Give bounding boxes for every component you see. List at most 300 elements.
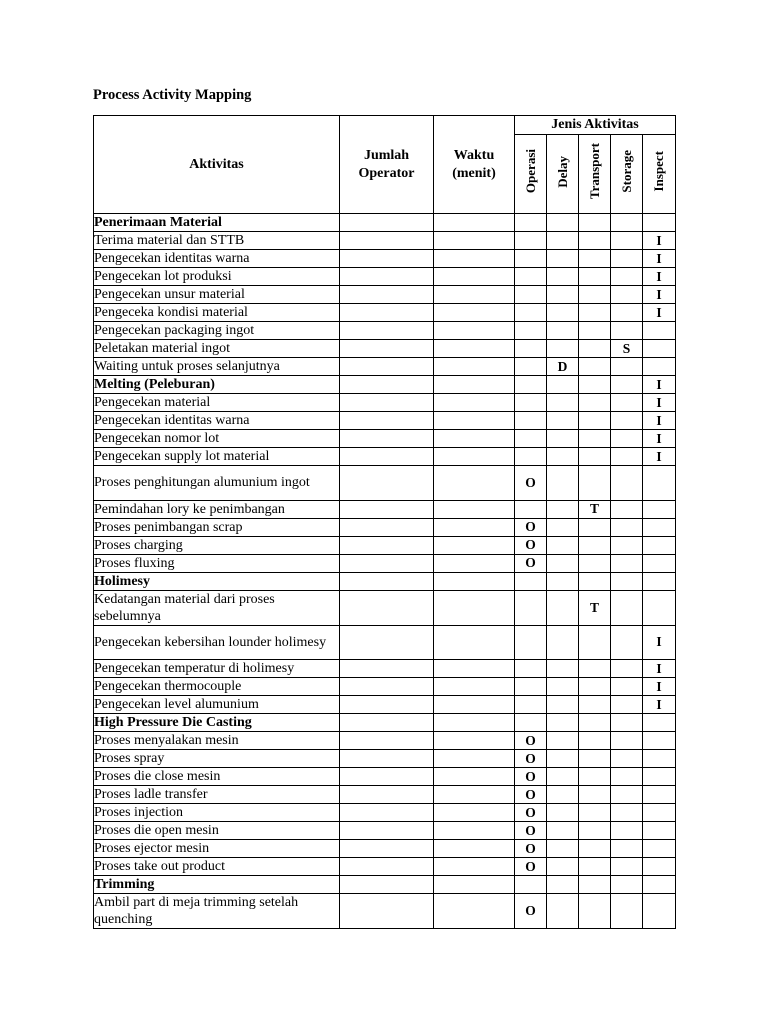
jumlah-operator-cell (340, 304, 434, 322)
table-row (94, 894, 676, 929)
waktu-label-line2: (menit) (452, 165, 496, 181)
transport-cell (579, 430, 611, 448)
storage-cell (611, 786, 643, 804)
transport-cell (579, 286, 611, 304)
operasi-cell (515, 625, 547, 660)
delay-cell (547, 304, 579, 322)
inspect-cell (643, 358, 676, 376)
transport-cell (579, 268, 611, 286)
column-header-transport (579, 135, 611, 214)
inspect-cell (643, 340, 676, 358)
transport-cell (579, 625, 611, 660)
activity-label: Pengecekan kebersihan lounder holimesy (94, 625, 340, 660)
table-row (94, 518, 676, 536)
activity-label: Pengeceka kondisi material (94, 304, 340, 322)
inspect-mark: I (643, 286, 676, 304)
storage-cell (611, 536, 643, 554)
delay-cell (547, 804, 579, 822)
jumlah-operator-cell (340, 822, 434, 840)
storage-cell (611, 732, 643, 750)
storage-cell (611, 678, 643, 696)
table-row (94, 768, 676, 786)
storage-cell (611, 376, 643, 394)
jumlah-operator-cell (340, 394, 434, 412)
delay-cell (547, 554, 579, 572)
jumlah-operator-cell (340, 250, 434, 268)
transport-cell (579, 376, 611, 394)
table-row (94, 322, 676, 340)
inspect-mark: I (643, 304, 676, 322)
jumlah-label-line2: Operator (358, 165, 415, 181)
jumlah-operator-cell (340, 768, 434, 786)
table-row (94, 822, 676, 840)
storage-cell (611, 448, 643, 466)
transport-label: Transport (586, 143, 602, 200)
storage-cell (611, 804, 643, 822)
storage-cell (611, 322, 643, 340)
delay-cell (547, 822, 579, 840)
storage-cell (611, 466, 643, 501)
table-row (94, 536, 676, 554)
transport-cell (579, 394, 611, 412)
jumlah-operator-cell (340, 322, 434, 340)
storage-cell (611, 518, 643, 536)
activity-label: Pemindahan lory ke penimbangan (94, 500, 340, 518)
inspect-mark: I (643, 660, 676, 678)
storage-cell (611, 696, 643, 714)
operasi-cell (515, 590, 547, 625)
activity-label: Proses ejector mesin (94, 840, 340, 858)
transport-cell (579, 412, 611, 430)
table-row (94, 804, 676, 822)
operasi-cell (515, 214, 547, 232)
jumlah-operator-cell (340, 678, 434, 696)
jumlah-operator-cell (340, 590, 434, 625)
table-row (94, 840, 676, 858)
transport-cell (579, 232, 611, 250)
operasi-mark: O (515, 858, 547, 876)
table-row (94, 412, 676, 430)
operasi-cell (515, 304, 547, 322)
storage-cell (611, 590, 643, 625)
waktu-cell (434, 214, 515, 232)
storage-cell (611, 858, 643, 876)
table-row (94, 554, 676, 572)
jumlah-label-line1: Jumlah (363, 147, 410, 163)
jumlah-operator-cell (340, 840, 434, 858)
waktu-cell (434, 768, 515, 786)
table-header (94, 116, 676, 214)
jumlah-operator-cell (340, 536, 434, 554)
transport-cell (579, 678, 611, 696)
table-row (94, 304, 676, 322)
delay-cell (547, 660, 579, 678)
transport-cell (579, 660, 611, 678)
waktu-cell (434, 536, 515, 554)
table-row (94, 750, 676, 768)
operasi-mark: O (515, 554, 547, 572)
delay-cell (547, 322, 579, 340)
activity-label: Pengecekan supply lot material (94, 448, 340, 466)
storage-cell (611, 660, 643, 678)
delay-cell (547, 786, 579, 804)
inspect-cell (643, 732, 676, 750)
storage-cell (611, 286, 643, 304)
transport-cell (579, 840, 611, 858)
section-label: High Pressure Die Casting (94, 714, 340, 732)
transport-cell (579, 518, 611, 536)
operasi-cell (515, 572, 547, 590)
storage-cell (611, 894, 643, 929)
storage-cell (611, 304, 643, 322)
waktu-cell (434, 232, 515, 250)
jumlah-operator-cell (340, 412, 434, 430)
storage-cell (611, 430, 643, 448)
delay-cell (547, 448, 579, 466)
storage-cell (611, 394, 643, 412)
waktu-cell (434, 322, 515, 340)
operasi-mark: O (515, 840, 547, 858)
column-header-operasi (515, 135, 547, 214)
storage-cell (611, 714, 643, 732)
section-row (94, 376, 676, 394)
transport-mark: T (579, 590, 611, 625)
transport-cell (579, 250, 611, 268)
transport-cell (579, 696, 611, 714)
inspect-cell (643, 466, 676, 501)
page-title: Process Activity Mapping (93, 87, 252, 103)
operasi-mark: O (515, 536, 547, 554)
activity-label: Proses ladle transfer (94, 786, 340, 804)
table-row (94, 268, 676, 286)
activity-label: Proses die open mesin (94, 822, 340, 840)
operasi-cell (515, 250, 547, 268)
table-row (94, 858, 676, 876)
jumlah-operator-cell (340, 268, 434, 286)
waktu-cell (434, 250, 515, 268)
transport-cell (579, 858, 611, 876)
activity-label: Pengecekan level alumunium (94, 696, 340, 714)
operasi-cell (515, 430, 547, 448)
jumlah-operator-cell (340, 696, 434, 714)
activity-label: Pengecekan identitas warna (94, 250, 340, 268)
transport-cell (579, 894, 611, 929)
transport-cell (579, 714, 611, 732)
waktu-cell (434, 268, 515, 286)
waktu-label-line1: Waktu (453, 147, 495, 163)
activity-label: Kedatangan material dari proses sebelumnya (94, 590, 340, 625)
waktu-cell (434, 750, 515, 768)
table-row (94, 340, 676, 358)
operasi-mark: O (515, 732, 547, 750)
table-body (94, 214, 676, 929)
waktu-cell (434, 448, 515, 466)
operasi-mark: O (515, 518, 547, 536)
delay-cell (547, 376, 579, 394)
storage-cell (611, 268, 643, 286)
table-row (94, 448, 676, 466)
jumlah-operator-cell (340, 625, 434, 660)
inspect-mark: I (643, 412, 676, 430)
jumlah-operator-cell (340, 554, 434, 572)
delay-cell (547, 412, 579, 430)
waktu-cell (434, 625, 515, 660)
storage-cell (611, 412, 643, 430)
inspect-mark: I (643, 232, 676, 250)
activity-label: Terima material dan STTB (94, 232, 340, 250)
table-row (94, 286, 676, 304)
inspect-mark: I (643, 394, 676, 412)
delay-cell (547, 876, 579, 894)
activity-label: Proses penimbangan scrap (94, 518, 340, 536)
activity-label: Proses charging (94, 536, 340, 554)
transport-mark: T (579, 500, 611, 518)
jumlah-operator-cell (340, 660, 434, 678)
operasi-cell (515, 412, 547, 430)
delay-cell (547, 894, 579, 929)
storage-cell (611, 768, 643, 786)
transport-cell (579, 536, 611, 554)
waktu-cell (434, 554, 515, 572)
transport-cell (579, 572, 611, 590)
operasi-mark: O (515, 768, 547, 786)
inspect-mark: I (643, 268, 676, 286)
table-row (94, 466, 676, 501)
delay-cell (547, 340, 579, 358)
inspect-cell (643, 518, 676, 536)
transport-cell (579, 768, 611, 786)
operasi-cell (515, 268, 547, 286)
activity-label: Pengecekan temperatur di holimesy (94, 660, 340, 678)
operasi-cell (515, 448, 547, 466)
column-header-inspect (643, 135, 676, 214)
storage-cell (611, 822, 643, 840)
delay-cell (547, 214, 579, 232)
storage-cell (611, 214, 643, 232)
activity-label: Pengecekan packaging ingot (94, 322, 340, 340)
delay-cell (547, 500, 579, 518)
operasi-cell (515, 376, 547, 394)
waktu-cell (434, 786, 515, 804)
inspect-mark: I (643, 625, 676, 660)
delay-label: Delay (554, 155, 570, 188)
inspect-cell (643, 822, 676, 840)
jumlah-operator-cell (340, 858, 434, 876)
inspect-mark: I (643, 376, 676, 394)
storage-cell (611, 750, 643, 768)
section-row (94, 714, 676, 732)
waktu-cell (434, 714, 515, 732)
operasi-cell (515, 358, 547, 376)
waktu-cell (434, 590, 515, 625)
storage-label: Storage (618, 150, 634, 193)
delay-cell (547, 696, 579, 714)
storage-cell (611, 876, 643, 894)
transport-cell (579, 322, 611, 340)
delay-cell (547, 466, 579, 501)
waktu-cell (434, 660, 515, 678)
waktu-cell (434, 518, 515, 536)
inspect-mark: I (643, 678, 676, 696)
inspect-cell (643, 714, 676, 732)
inspect-cell (643, 214, 676, 232)
delay-cell (547, 678, 579, 696)
section-row (94, 214, 676, 232)
inspect-cell (643, 876, 676, 894)
jumlah-operator-cell (340, 804, 434, 822)
storage-cell (611, 572, 643, 590)
transport-cell (579, 448, 611, 466)
activity-label: Waiting untuk proses selanjutnya (94, 358, 340, 376)
section-label: Melting (Peleburan) (94, 376, 340, 394)
jumlah-operator-cell (340, 466, 434, 501)
operasi-mark: O (515, 804, 547, 822)
operasi-cell (515, 394, 547, 412)
transport-cell (579, 358, 611, 376)
table-row (94, 250, 676, 268)
waktu-cell (434, 412, 515, 430)
storage-cell (611, 554, 643, 572)
delay-cell (547, 840, 579, 858)
operasi-cell (515, 714, 547, 732)
waktu-cell (434, 894, 515, 929)
transport-cell (579, 804, 611, 822)
inspect-cell (643, 750, 676, 768)
transport-cell (579, 304, 611, 322)
storage-cell (611, 625, 643, 660)
jumlah-operator-cell (340, 232, 434, 250)
activity-label: Pengecekan lot produksi (94, 268, 340, 286)
delay-cell (547, 394, 579, 412)
inspect-label: Inspect (651, 151, 666, 192)
inspect-cell (643, 536, 676, 554)
activity-label: Peletakan material ingot (94, 340, 340, 358)
jumlah-operator-cell (340, 732, 434, 750)
delay-cell (547, 268, 579, 286)
activity-label: Proses fluxing (94, 554, 340, 572)
column-header-storage (611, 135, 643, 214)
inspect-cell (643, 500, 676, 518)
waktu-cell (434, 340, 515, 358)
jumlah-operator-cell (340, 500, 434, 518)
jumlah-operator-cell (340, 286, 434, 304)
waktu-cell (434, 466, 515, 501)
table-row (94, 358, 676, 376)
column-header-delay (547, 135, 579, 214)
jumlah-operator-cell (340, 876, 434, 894)
waktu-cell (434, 858, 515, 876)
transport-cell (579, 732, 611, 750)
waktu-cell (434, 678, 515, 696)
storage-mark: S (611, 340, 643, 358)
delay-cell (547, 714, 579, 732)
column-header-jenis-aktivitas: Jenis Aktivitas (515, 116, 676, 135)
inspect-cell (643, 554, 676, 572)
inspect-mark: I (643, 250, 676, 268)
table-row (94, 678, 676, 696)
operasi-mark: O (515, 786, 547, 804)
transport-cell (579, 822, 611, 840)
activity-label: Proses die close mesin (94, 768, 340, 786)
waktu-cell (434, 304, 515, 322)
waktu-cell (434, 572, 515, 590)
jumlah-operator-cell (340, 358, 434, 376)
operasi-cell (515, 660, 547, 678)
section-row (94, 572, 676, 590)
table-row (94, 660, 676, 678)
waktu-cell (434, 430, 515, 448)
section-label: Penerimaan Material (94, 214, 340, 232)
operasi-mark: O (515, 822, 547, 840)
inspect-cell (643, 786, 676, 804)
delay-cell (547, 858, 579, 876)
delay-mark: D (547, 358, 579, 376)
activity-label: Pengecekan unsur material (94, 286, 340, 304)
table-row (94, 394, 676, 412)
activity-label: Pengecekan thermocouple (94, 678, 340, 696)
activity-label: Proses menyalakan mesin (94, 732, 340, 750)
delay-cell (547, 430, 579, 448)
waktu-cell (434, 376, 515, 394)
column-header-aktivitas: Aktivitas (94, 116, 340, 214)
waktu-cell (434, 840, 515, 858)
delay-cell (547, 250, 579, 268)
jumlah-operator-cell (340, 448, 434, 466)
waktu-cell (434, 732, 515, 750)
jumlah-operator-cell (340, 572, 434, 590)
inspect-cell (643, 590, 676, 625)
waktu-cell (434, 500, 515, 518)
column-header-jumlah-operator (340, 116, 434, 214)
table-row (94, 732, 676, 750)
waktu-cell (434, 804, 515, 822)
storage-cell (611, 358, 643, 376)
jumlah-operator-cell (340, 786, 434, 804)
inspect-cell (643, 768, 676, 786)
delay-cell (547, 518, 579, 536)
jumlah-operator-cell (340, 214, 434, 232)
table-row (94, 500, 676, 518)
inspect-cell (643, 858, 676, 876)
delay-cell (547, 750, 579, 768)
section-label: Holimesy (94, 572, 340, 590)
inspect-cell (643, 804, 676, 822)
inspect-cell (643, 840, 676, 858)
inspect-cell (643, 322, 676, 340)
activity-label: Ambil part di meja trimming setelah quenching (94, 894, 340, 929)
table-row (94, 430, 676, 448)
jumlah-operator-cell (340, 376, 434, 394)
table-row (94, 232, 676, 250)
table-row (94, 786, 676, 804)
operasi-cell (515, 232, 547, 250)
delay-cell (547, 232, 579, 250)
delay-cell (547, 536, 579, 554)
inspect-cell (643, 894, 676, 929)
jumlah-operator-cell (340, 894, 434, 929)
operasi-cell (515, 678, 547, 696)
inspect-mark: I (643, 696, 676, 714)
section-label: Trimming (94, 876, 340, 894)
jumlah-operator-cell (340, 518, 434, 536)
operasi-mark: O (515, 466, 547, 501)
waktu-cell (434, 822, 515, 840)
operasi-cell (515, 340, 547, 358)
inspect-mark: I (643, 430, 676, 448)
operasi-label: Operasi (522, 149, 538, 194)
storage-cell (611, 232, 643, 250)
operasi-cell (515, 696, 547, 714)
